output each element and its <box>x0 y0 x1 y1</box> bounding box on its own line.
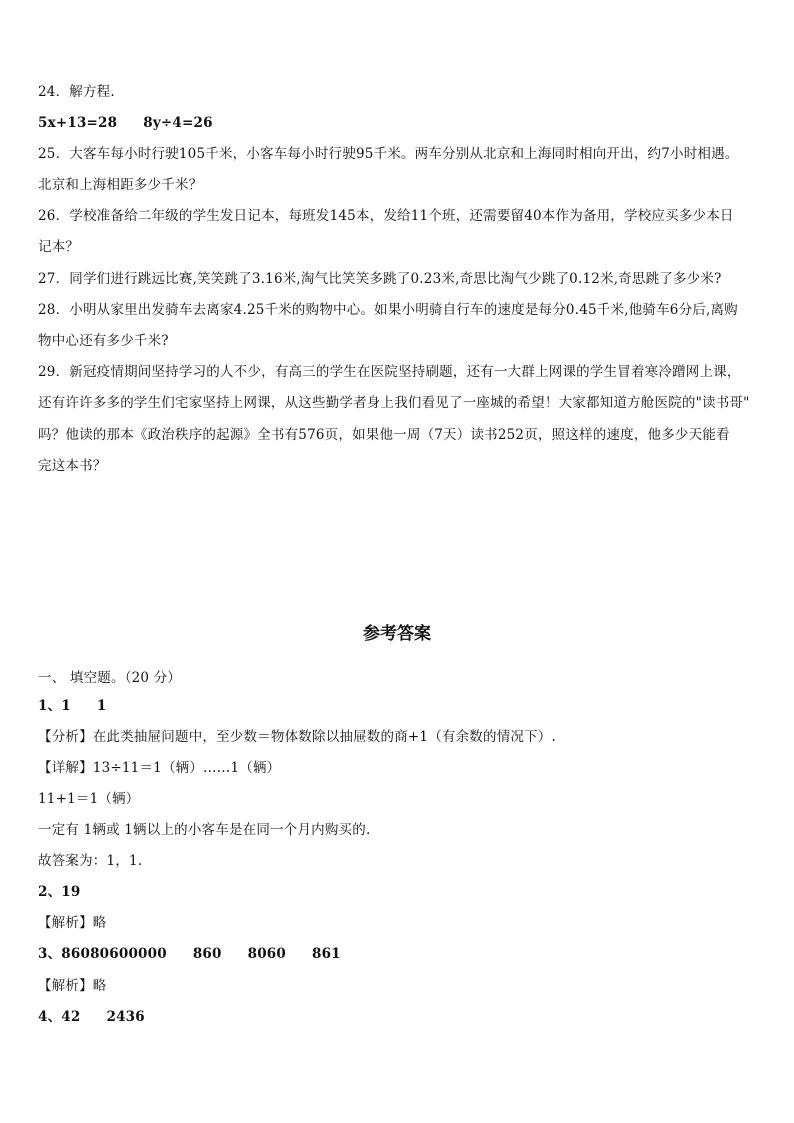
q24-eq2: 8y÷4=26 <box>143 115 213 131</box>
answer-1-final: 故答案为：1，1. <box>38 853 143 869</box>
q29-line1: 29．新冠疫情期间坚持学习的人不少，有高三的学生在医院坚持刷题，还有一大群上网课的学生冒着寒冷蹭网上课， <box>38 364 741 380</box>
answer-2-num: 2、19 <box>38 884 81 900</box>
q29-line2: 还有许许多多的学生们宅家坚持上网课，从这些勤学者身上我们看见了一座城的希望！大家都知道方舱医院的"读书哥" <box>38 395 750 411</box>
answer-3-row <box>38 944 760 964</box>
q29-line3: 吗？他读的那本《政治秩序的起源》全书有576页，如果他一周（7天）读书252页，照这样的速度，他多少天能看 <box>38 427 730 443</box>
q27-line1: 27．同学们进行跳远比赛,笑笑跳了3.16米,淘气比笑笑多跳了0.23米,奇思比淘气少跳了0.12米,奇思跳了多少米? <box>38 271 722 287</box>
answer-1-row <box>38 696 760 716</box>
q24-equations <box>38 113 760 133</box>
q26-line2: 记本？ <box>38 239 80 255</box>
answers-heading: 参考答案 <box>363 624 431 644</box>
q28-line1: 28．小明从家里出发骑车去离家4.25千米的购物中心。如果小明骑自行车的速度是每分0.45千米,他骑车6分后,离购 <box>38 302 738 318</box>
answer-3-analysis: 【解析】略 <box>38 978 107 994</box>
answer-4-num: 4、42 <box>38 1009 81 1025</box>
answer-4-v1: 2436 <box>106 1009 145 1025</box>
q29-line4: 完这本书？ <box>38 458 107 474</box>
answer-3-num: 3、86080600000 <box>38 946 167 962</box>
q24-eq1: 5x+13=28 <box>38 115 118 131</box>
answer-1-calc: 11+1＝1（辆） <box>38 791 140 807</box>
answer-1-detail: 【详解】13÷11＝1（辆）……1（辆） <box>38 760 281 776</box>
answer-1-num: 1、1 <box>38 698 71 714</box>
answer-2-analysis: 【解析】略 <box>38 915 107 931</box>
q26-line1: 26．学校准备给二年级的学生发日记本，每班发145本，发给11个班，还需要留40本作为备用，学校应买多少本日 <box>38 208 734 224</box>
q25-line1: 25．大客车每小时行驶105千米，小客车每小时行驶95千米。两车分别从北京和上海同时相向开出，约7小时相遇。 <box>38 146 739 162</box>
q25-line2: 北京和上海相距多少千米？ <box>38 177 203 193</box>
answer-3-v1: 860 <box>192 946 222 962</box>
q24-title: 24．解方程. <box>38 84 115 100</box>
answer-3-v3: 861 <box>311 946 341 962</box>
answer-1-conclusion: 一定有 1辆或 1辆以上的小客车是在同一个月内购买的. <box>38 822 371 838</box>
answer-1-val: 1 <box>96 698 107 714</box>
answer-1-analysis: 【分析】在此类抽屉问题中，至少数＝物体数除以抽屉数的商+1（有余数的情况下）. <box>38 729 556 745</box>
answer-4-row <box>38 1007 760 1027</box>
answers-section-1: 一、 填空题。（20 分） <box>38 670 182 686</box>
q28-line2: 物中心还有多少千米? <box>38 333 169 349</box>
answer-3-v2: 8060 <box>247 946 286 962</box>
